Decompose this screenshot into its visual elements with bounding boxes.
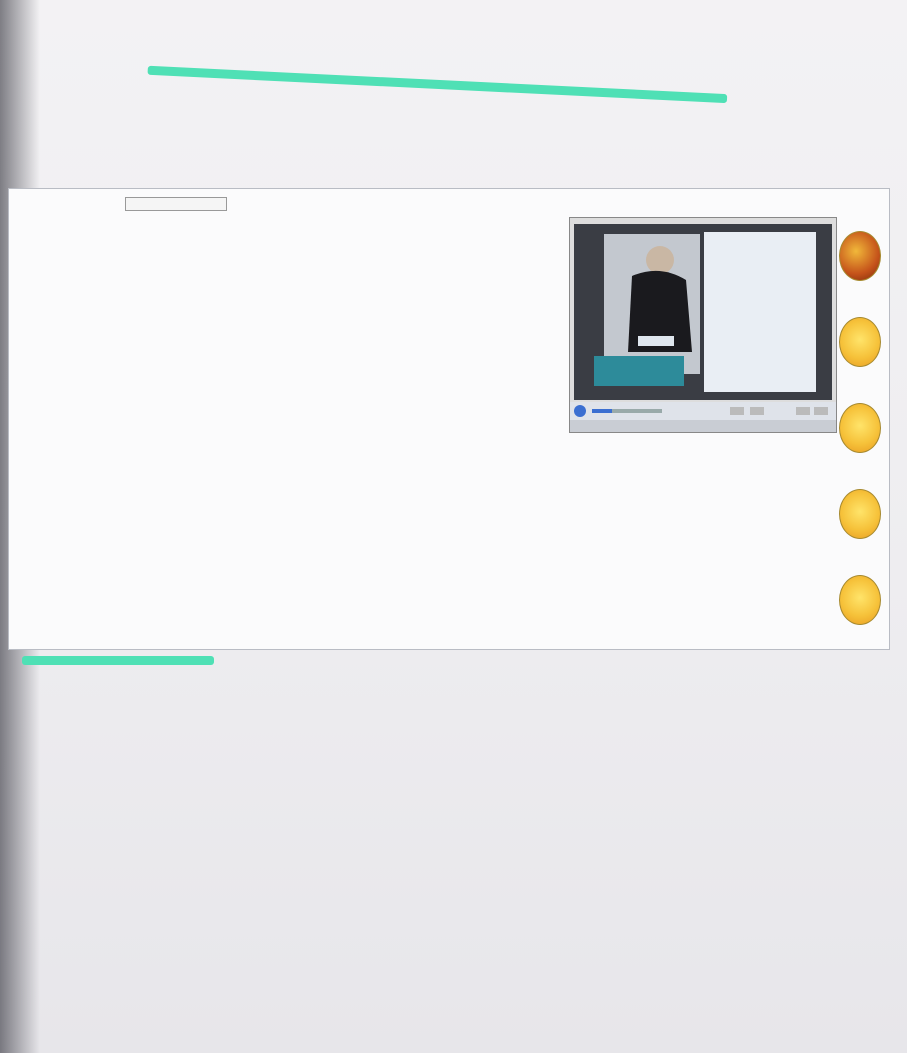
video-status (570, 420, 836, 432)
topomap-head (839, 489, 881, 539)
topomap-head (839, 317, 881, 367)
topomap-head (839, 231, 881, 281)
topomap-head (839, 575, 881, 625)
trial-time-box (125, 197, 227, 211)
video-controls[interactable] (570, 402, 836, 420)
video-player[interactable] (569, 217, 837, 433)
eeg-screen-capture (8, 188, 890, 650)
video-frame (574, 224, 832, 400)
topomap-head (839, 403, 881, 453)
topography-maps (839, 231, 883, 661)
